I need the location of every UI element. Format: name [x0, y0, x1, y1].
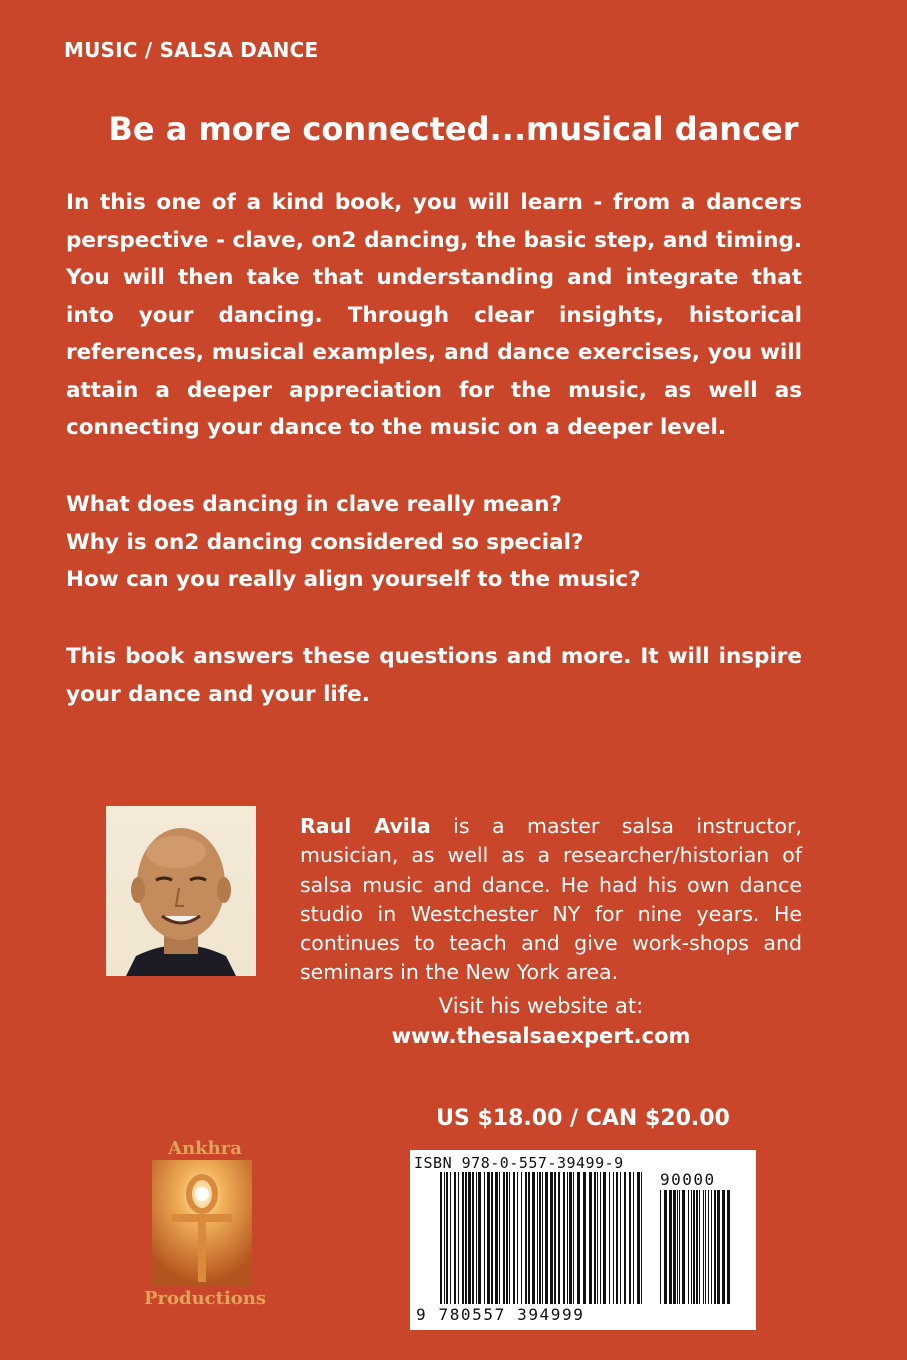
publisher-name-bottom: Productions	[143, 1288, 267, 1309]
visit-label: Visit his website at:	[438, 994, 644, 1018]
questions-list	[66, 486, 802, 599]
barcode-ean-number: 9 780557 394999	[416, 1305, 585, 1324]
publisher-logo	[132, 1138, 278, 1316]
question-item: What does dancing in clave really mean?	[66, 492, 562, 517]
closing-paragraph: This book answers these questions and more. It will inspire your dance and your life.	[66, 644, 802, 707]
barcode	[410, 1150, 756, 1330]
publisher-name-top: Ankhra	[168, 1138, 242, 1159]
barcode-bars-icon	[410, 1150, 756, 1330]
question-item: How can you really align yourself to the music?	[66, 567, 641, 592]
intro-paragraph: In this one of a kind book, you will learn - from a dancers perspective - clave, on2 dancing, the basic step, and timing. You will then take that understanding and integrate that into your dancing. Through clear insights, historical references, musical examples, and dance exercises, you will attain a deeper appreciation for the music, as well as connecting your dance to the music on a deeper level.	[66, 190, 802, 440]
author-photo	[106, 806, 256, 976]
price-label: US $18.00 / CAN $20.00	[436, 1106, 730, 1131]
isbn-label: ISBN 978-0-557-39499-9	[414, 1154, 624, 1172]
author-name: Raul Avila	[300, 814, 431, 838]
author-bio-text: is a master salsa instructor, musician, as well as a researcher/historian of salsa music and dance. He had his own dance studio in Westchester NY for nine years. He continues to teach and give work-shops and seminars in the New York area.	[300, 814, 802, 985]
barcode-addon-number: 90000	[660, 1170, 716, 1189]
author-bio	[300, 812, 802, 988]
category-label: MUSIC / SALSA DANCE	[64, 38, 319, 62]
author-portrait-icon	[106, 806, 256, 976]
question-item: Why is on2 dancing considered so special?	[66, 529, 584, 555]
ankh-icon	[152, 1160, 252, 1286]
headline: Be a more connected...musical dancer	[108, 110, 799, 148]
website-link[interactable]: www.thesalsaexpert.com	[391, 1024, 691, 1048]
